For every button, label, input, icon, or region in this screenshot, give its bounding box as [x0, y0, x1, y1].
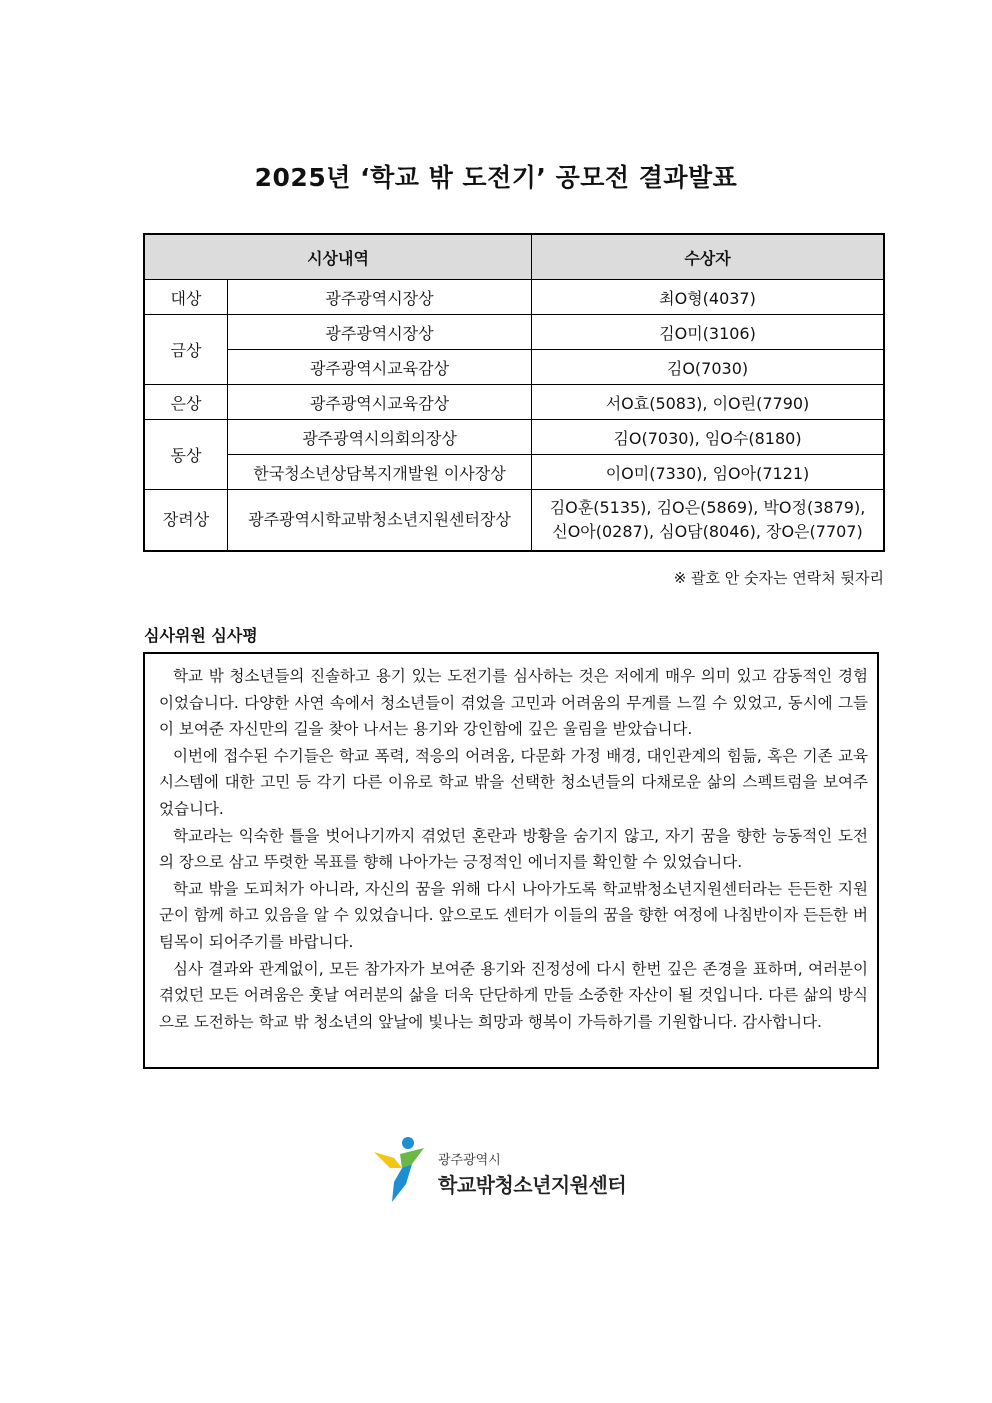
review-paragraph: 심사 결과와 관계없이, 모든 참가자가 보여준 용기와 진정성에 다시 한번 깊은 존경을 표하며, 여러분이 겪었던 모든 어려움은 훗날 여러분의 삶을 더욱 단단하게 만들 소중한 자산이 될 것입니다. 다른 삶의 방식으로 도전하는 학교 밖 청소년의 앞날에 빛나는 희망과 행복이 가득하기를 기원합니다. 감사합니다.: [159, 959, 868, 1031]
table-row: [144, 280, 884, 315]
awards-table: [143, 233, 885, 552]
table-row: [144, 350, 884, 385]
center-logo: [372, 1134, 632, 1204]
table-row: [144, 315, 884, 350]
award-winners-line2: 신O아(0287), 심O담(8046), 장O은(7707): [552, 522, 863, 541]
award-name: 대상: [144, 280, 228, 315]
logo-title: 학교밖청소년지원센터: [438, 1173, 627, 1197]
table-row: [144, 455, 884, 490]
review-heading: 심사위원 심사평: [144, 626, 258, 645]
review-paragraph: 학교라는 익숙한 틀을 벗어나기까지 겪었던 혼란과 방황을 숨기지 않고, 자기 꿈을 향한 능동적인 도전의 장으로 삼고 뚜렷한 목표를 향해 나아가는 긍정적인 에너지를 확인할 수 있었습니다.: [159, 826, 868, 872]
person-figure-icon: [372, 1134, 436, 1204]
award-winners: 최O형(4037): [532, 280, 885, 315]
award-winners: 김O미(3106): [532, 315, 885, 350]
table-header-row: [144, 234, 884, 280]
award-winners: 서O효(5083), 이O린(7790): [532, 385, 885, 420]
page-title: 2025년 ‘학교 밖 도전기’ 공모전 결과발표: [254, 163, 738, 192]
award-name: 동상: [144, 420, 228, 490]
award-org: 광주광역시교육감상: [228, 350, 532, 385]
award-winners: [532, 490, 885, 552]
contact-note: ※ 괄호 안 숫자는 연락처 뒷자리: [673, 569, 884, 587]
award-winners: 김O(7030), 임O수(8180): [532, 420, 885, 455]
award-name: 장려상: [144, 490, 228, 552]
award-winners-line1: 김O훈(5135), 김O은(5869), 박O정(3879),: [549, 498, 866, 517]
review-paragraph: 이번에 접수된 수기들은 학교 폭력, 적응의 어려움, 다문화 가정 배경, 대인관계의 힘듦, 혹은 기존 교육 시스템에 대한 고민 등 각기 다른 이유로 학교 밖을 선택한 청소년들의 다채로운 삶의 스펙트럼을 보여주었습니다.: [159, 746, 868, 818]
award-org: 광주광역시교육감상: [228, 385, 532, 420]
table-row: [144, 490, 884, 552]
header-award: 시상내역: [144, 234, 532, 280]
award-org: 광주광역시학교밖청소년지원센터장상: [228, 490, 532, 552]
table-row: [144, 385, 884, 420]
award-winners: 이O미(7330), 임O아(7121): [532, 455, 885, 490]
award-org: 광주광역시의회의장상: [228, 420, 532, 455]
review-paragraph: 학교 밖 청소년들의 진솔하고 용기 있는 도전기를 심사하는 것은 저에게 매우 의미 있고 감동적인 경험이었습니다. 다양한 사연 속에서 청소년들이 겪었을 고민과 어려움의 무게를 느낄 수 있었고, 동시에 그들이 보여준 자신만의 길을 찾아 나서는 용기와 강인함에 깊은 울림을 받았습니다.: [159, 667, 868, 739]
table-row: [144, 420, 884, 455]
award-name: 금상: [144, 315, 228, 385]
award-org: 한국청소년상담복지개발원 이사장상: [228, 455, 532, 490]
award-name: 은상: [144, 385, 228, 420]
header-winners: 수상자: [532, 234, 885, 280]
award-org: 광주광역시장상: [228, 280, 532, 315]
award-org: 광주광역시장상: [228, 315, 532, 350]
review-paragraph: 학교 밖을 도피처가 아니라, 자신의 꿈을 위해 다시 나아가도록 학교밖청소년지원센터라는 든든한 지원군이 함께 하고 있음을 알 수 있었습니다. 앞으로도 센터가 이들의 꿈을 향한 여정에 나침반이자 든든한 버팀목이 되어주기를 바랍니다.: [159, 879, 868, 951]
award-winners: 김O(7030): [532, 350, 885, 385]
review-box: [143, 652, 879, 1069]
logo-subtitle: 광주광역시: [438, 1153, 501, 1168]
